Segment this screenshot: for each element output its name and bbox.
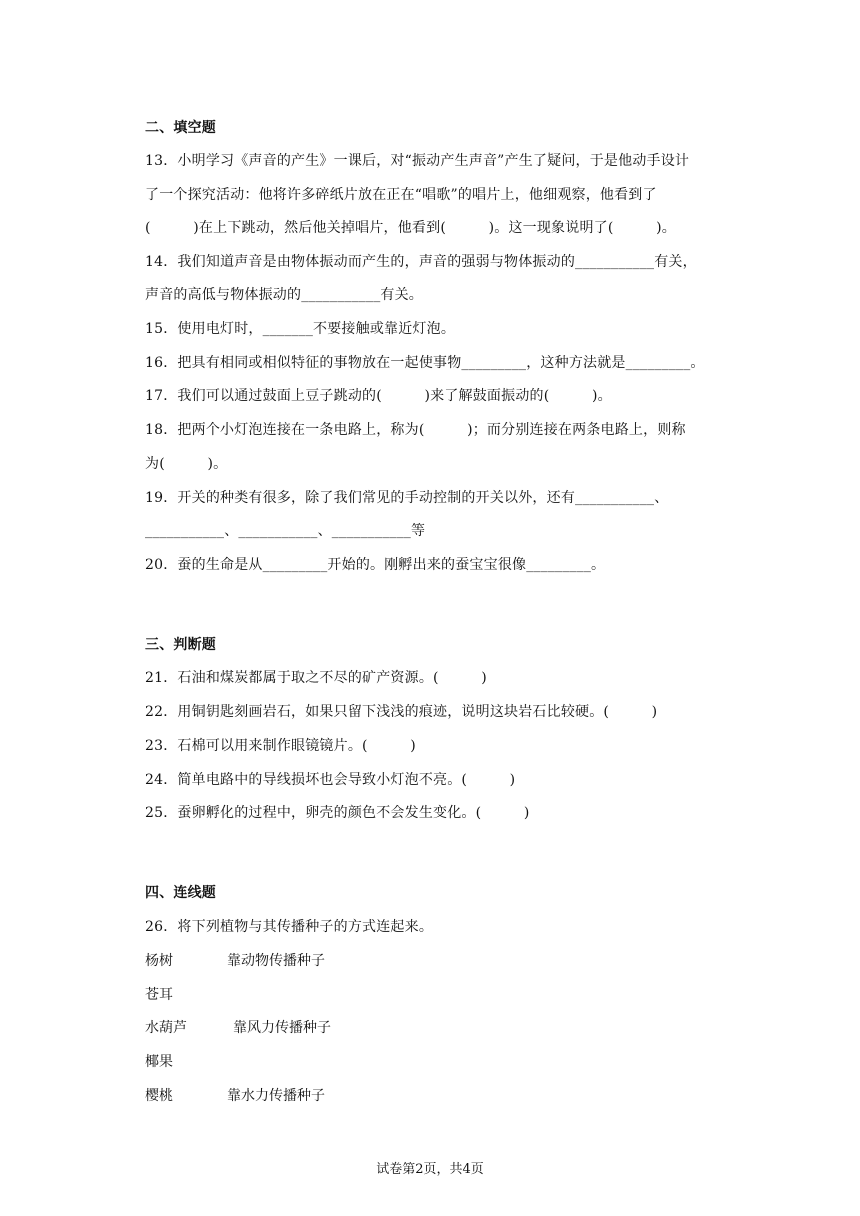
page-footer: 试卷第2页，共4页 (376, 1162, 484, 1177)
plant-name: 椰果 (145, 1054, 173, 1070)
question-line: 18．把两个小灯泡连接在一条电路上，称为( )；而分别连接在两条电路上，则称 (145, 422, 686, 438)
plant-name: 樱桃 (145, 1088, 173, 1104)
plant-name: 苍耳 (145, 987, 173, 1003)
plant-name: 杨树 (145, 953, 173, 969)
question-line: 24．简单电路中的导线损坏也会导致小灯泡不亮。( ) (145, 772, 516, 788)
question-line: 21．石油和煤炭都属于取之不尽的矿产资源。( ) (145, 670, 487, 686)
dispersal-method: 靠动物传播种子 (227, 953, 325, 969)
question-line: 声音的高低与物体振动的___________有关。 (145, 287, 423, 303)
question-line: ( )在上下跳动，然后他关掉唱片，他看到( )。这一现象说明了( )。 (145, 220, 676, 236)
dispersal-method: 靠水力传播种子 (227, 1088, 325, 1104)
question-line: 26．将下列植物与其传播种子的方式连起来。 (145, 919, 434, 935)
question-line: 14．我们知道声音是由物体振动而产生的，声音的强弱与物体振动的___________有关， (145, 254, 697, 270)
question-line: ___________、___________、___________等 (145, 523, 426, 539)
question-line: 23．石棉可以用来制作眼镜镜片。( ) (145, 738, 416, 754)
matching-row (145, 951, 325, 971)
question-line: 了一个探究活动：他将许多碎纸片放在正在“唱歌”的唱片上，他细观察，他看到了 (145, 187, 657, 203)
question-line: 为( )。 (145, 456, 228, 472)
section-heading-fill-blank: 二、填空题 (145, 120, 216, 136)
section-heading-matching: 四、连线题 (145, 885, 216, 901)
question-line: 22．用铜钥匙刻画岩石，如果只留下浅浅的痕迹，说明这块岩石比较硬。( ) (145, 704, 658, 720)
question-line: 20．蚕的生命是从_________开始的。刚孵出来的蚕宝宝很像_________。 (145, 557, 606, 573)
matching-row (145, 1086, 325, 1106)
question-line: 13．小明学习《声音的产生》一课后，对“振动产生声音”产生了疑问，于是他动手设计 (145, 153, 690, 169)
matching-row (145, 985, 227, 1005)
section-heading-true-false: 三、判断题 (145, 637, 216, 653)
question-line: 25．蚕卵孵化的过程中，卵壳的颜色不会发生变化。( ) (145, 805, 530, 821)
matching-row (145, 1018, 331, 1038)
dispersal-method: 靠风力传播种子 (233, 1020, 331, 1036)
matching-row (145, 1052, 227, 1072)
plant-name: 水葫芦 (145, 1020, 187, 1036)
question-line: 17．我们可以通过鼓面上豆子跳动的( )来了解鼓面振动的( )。 (145, 388, 612, 404)
question-line: 19．开关的种类有很多，除了我们常见的手动控制的开关以外，还有___________、 (145, 490, 669, 506)
question-line: 15．使用电灯时，_______不要接触或靠近灯泡。 (145, 321, 456, 337)
question-line: 16．把具有相同或相似特征的事物放在一起使事物_________，这种方法就是_________。 (145, 355, 705, 371)
